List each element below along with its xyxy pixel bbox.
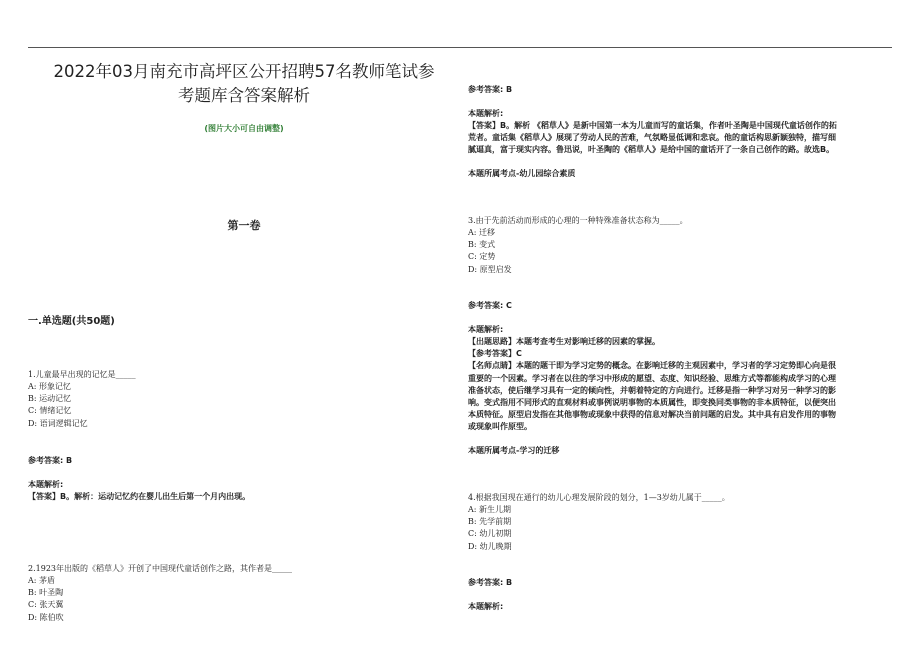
q3-answer: 参考答案: C [468,301,512,310]
q3-option-b: B: 变式 [468,240,496,250]
q3-analysis-line: 【参考答案】C [468,349,522,359]
q3-option-c: C: 定势 [468,252,496,262]
q3-options [468,227,512,276]
q3-analysis-line: 本质特征。原型启发指在其他事物或现象中获得的信息对解决当前问题的启发。其中具有启发作用的事物 [468,410,836,420]
section-heading: 一.单选题(共50题) [28,316,115,327]
q4-options [468,504,512,553]
q4-stem: 4.根据我国现在通行的幼儿心理发展阶段的划分，1—3岁幼儿属于_____。 [468,493,730,502]
q2-analysis [468,120,900,157]
q3-option-d: D: 原型启发 [468,264,512,274]
q3-option-a: A: 迁移 [468,228,496,237]
q1-option-a: A: 形象记忆 [28,382,72,391]
q3-analysis [468,336,900,434]
q3-analysis-line: 【名师点睛】本题的题干即为学习定势的概念。在影响迁移的主观因素中，学习者的学习定势即心向是很 [468,361,836,371]
q3-category: 本题所属考点-学习的迁移 [468,446,560,455]
q1-answer: 参考答案: B [28,456,73,465]
title-line-1: 2022年03月南充市高坪区公开招聘57名教师笔试参 [53,62,435,81]
q2-category: 本题所属考点-幼儿园综合素质 [468,169,576,178]
q2-stem: 2.1923年出版的《稻草人》开创了中国现代童话创作之路，其作者是_____ [28,564,292,573]
q2-option-d: D: 陈伯吹 [28,612,64,622]
q3-analysis-line: 重要的一个因素。学习者在以往的学习中形成的愿望、态度、知识经验、思维方式等都能构成学习的心理 [468,373,836,383]
q2-option-c: C: 张天翼 [28,600,64,610]
q2-options [28,575,64,624]
q1-option-b: B: 运动记忆 [28,394,72,404]
q3-analysis-line: 或现象叫作原型。 [468,422,532,432]
top-rule [28,47,892,48]
document-title [30,60,458,108]
q1-stem: 1.儿童最早出现的记忆是_____ [28,370,136,379]
q2-option-a: A: 茅盾 [28,576,56,585]
q1-options [28,381,88,430]
q3-analysis-label: 本题解析: [468,325,504,334]
q4-answer: 参考答案: B [468,578,513,587]
q2-analysis-label: 本题解析: [468,109,504,118]
q4-option-c: C: 幼儿初期 [468,529,512,539]
q1-option-d: D: 语词逻辑记忆 [28,418,88,428]
q2-analysis-line: 荒者。童话集《稻草人》展现了劳动人民的苦难，气氛略显低调和悲哀。他的童话构思新颖独特，描写细 [468,133,836,143]
q1-analysis-label: 本题解析: [28,480,64,489]
q2-answer: 参考答案: B [468,85,513,94]
q4-option-b: B: 先学前期 [468,517,512,527]
volume-heading: 第一卷 [227,219,261,232]
title-line-2: 考题库含答案解析 [178,86,310,105]
q3-analysis-line: 响。变式指用不同形式的直观材料或事例说明事物的本质属性，即变换同类事物的非本质特征，以便突出 [468,398,836,408]
image-size-note: (图片大小可自由调整) [204,124,284,133]
q4-analysis-label: 本题解析: [468,602,504,611]
q4-option-d: D: 幼儿晚期 [468,541,512,551]
q1-option-c: C: 情绪记忆 [28,406,72,416]
q1-analysis: 【答案】B。解析：运动记忆约在婴儿出生后第一个月内出现。 [28,492,251,501]
q2-option-b: B: 叶圣陶 [28,588,64,598]
q3-stem: 3.由于先前活动而形成的心理的一种特殊准备状态称为_____。 [468,216,688,225]
q2-analysis-line: 【答案】B。解析 《稻草人》是新中国第一本为儿童而写的童话集，作者叶圣陶是中国现代童话创作的拓 [468,121,837,130]
q3-analysis-line: 【出题思路】本题考查考生对影响迁移的因素的掌握。 [468,337,660,346]
q4-option-a: A: 新生儿期 [468,505,512,514]
q3-analysis-line: 准备状态，使后继学习具有一定的倾向性，并朝着特定的方向进行。迁移是指一种学习对另一种学习的影 [468,385,836,395]
q2-analysis-line: 腻逼真，富于现实内容。鲁迅说，叶圣陶的《稻草人》是给中国的童话开了一条自己创作的路。故选B。 [468,145,835,155]
